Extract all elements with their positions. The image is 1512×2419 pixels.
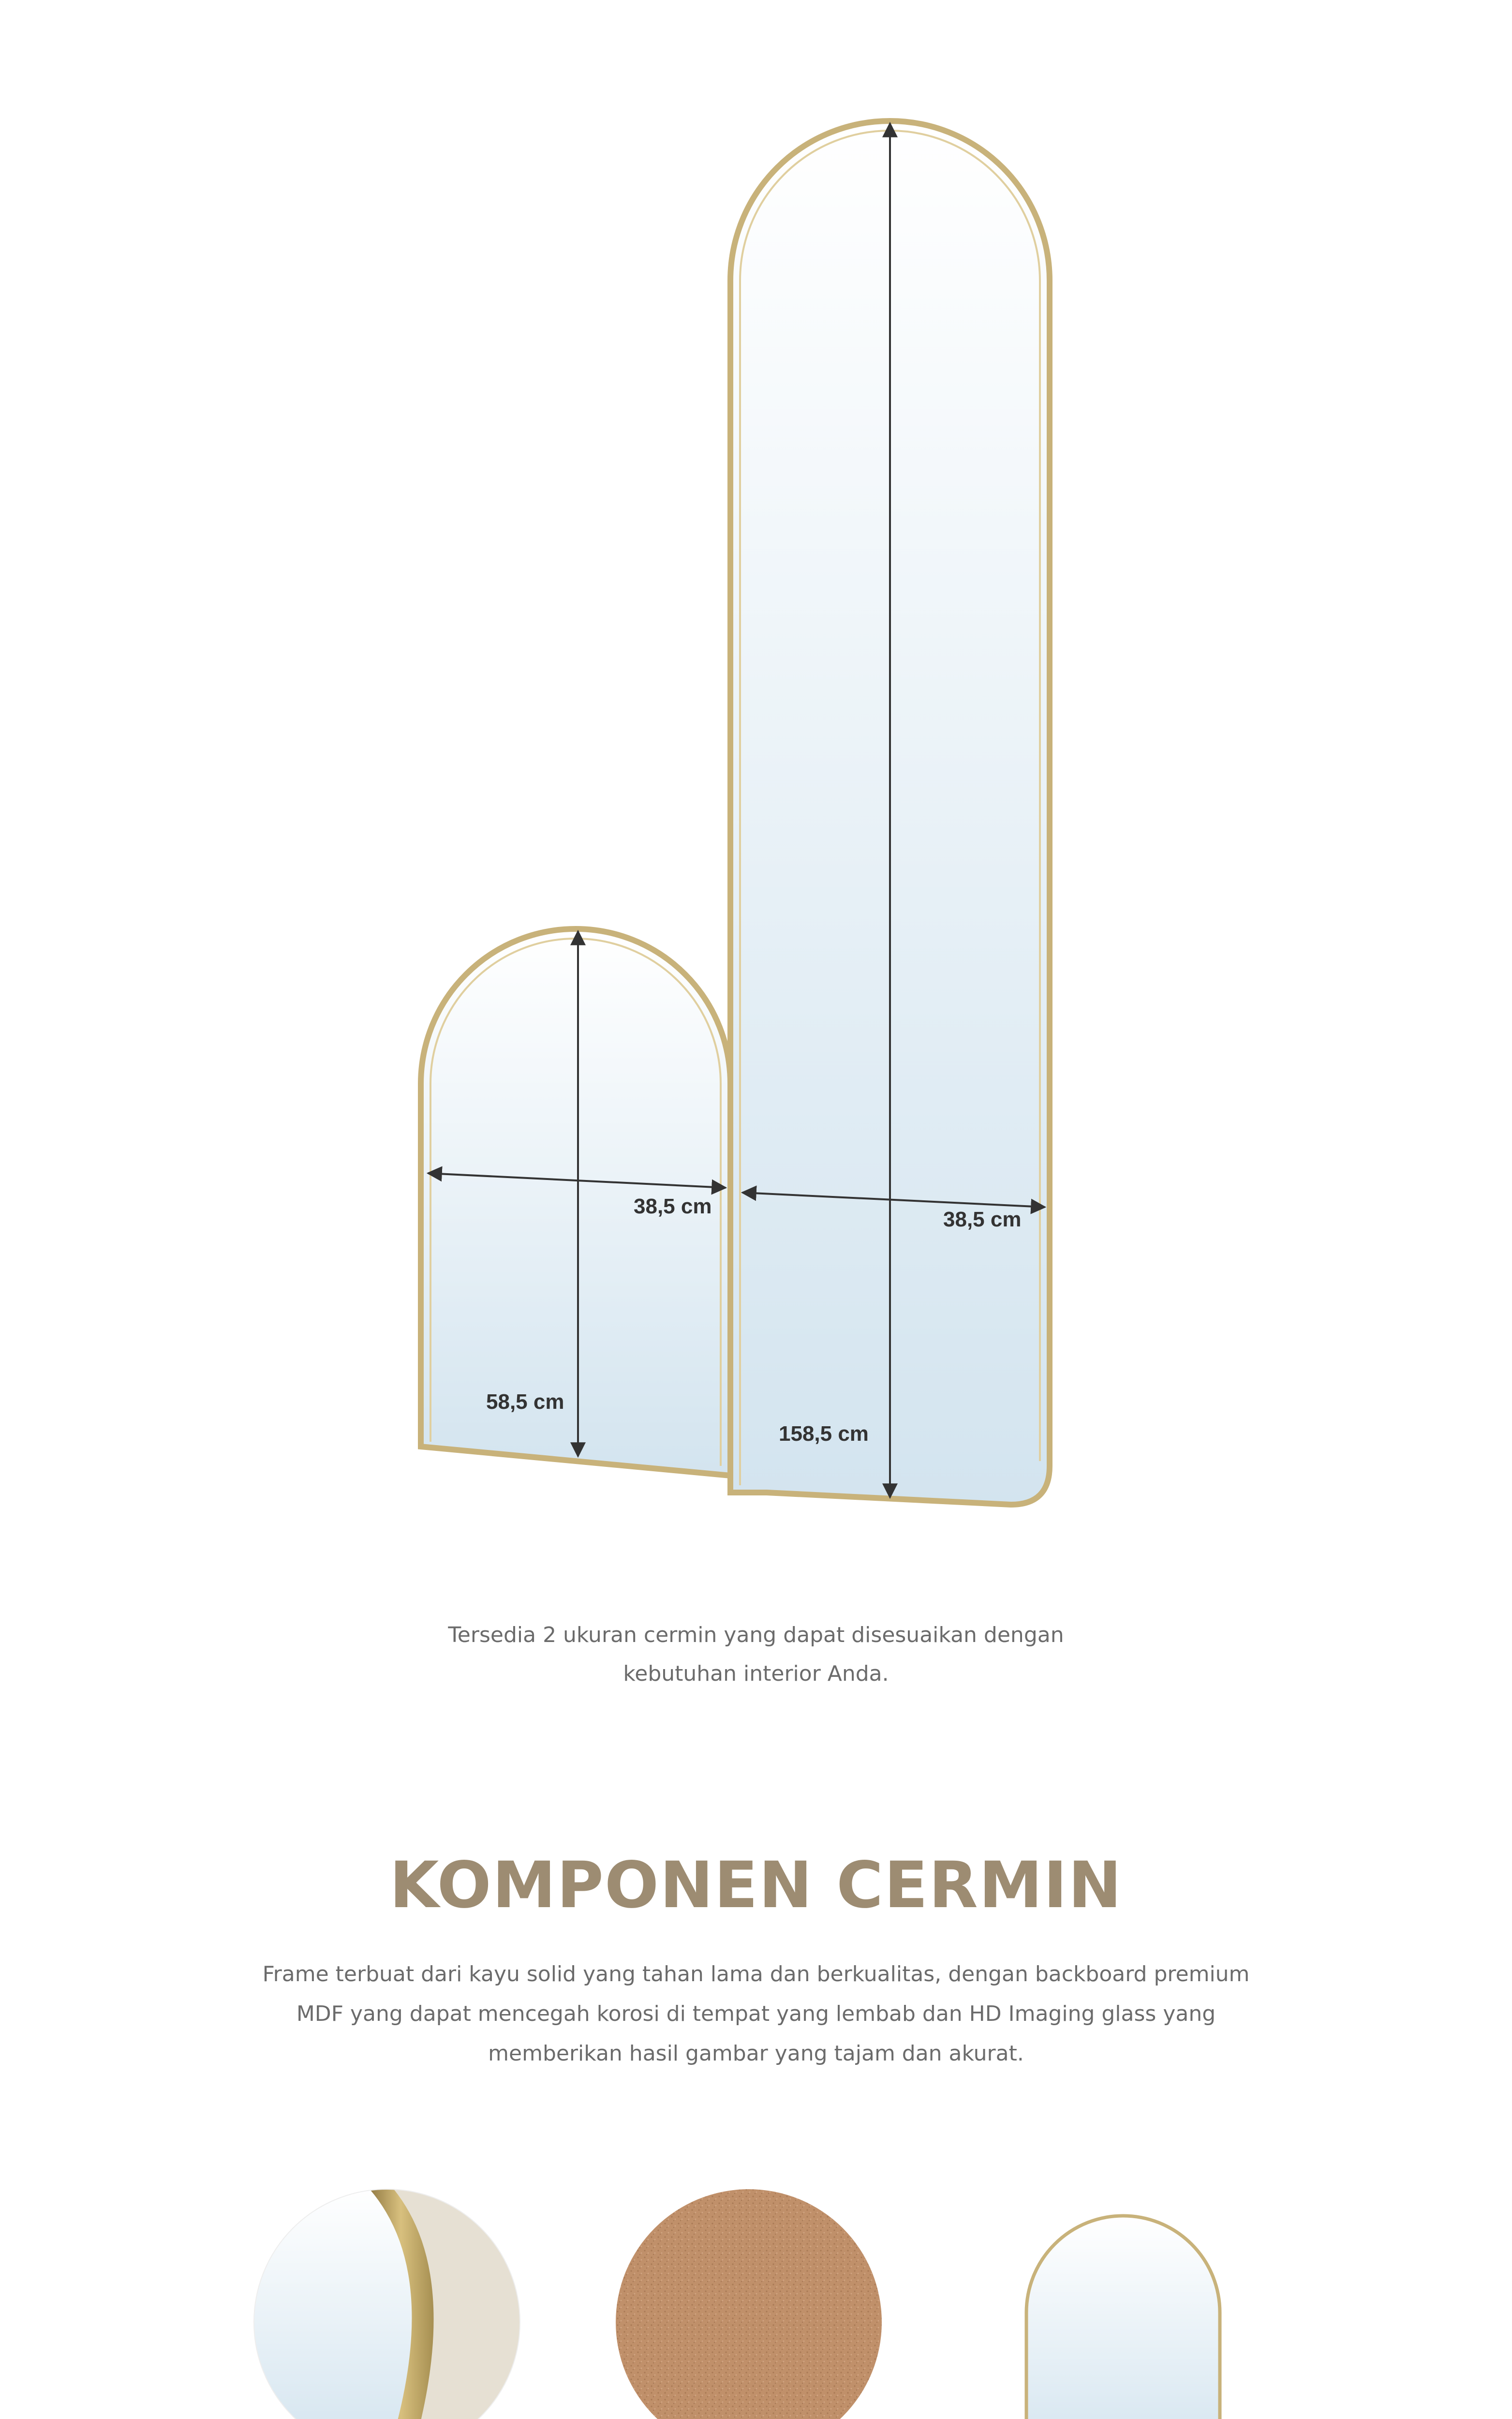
large-height-label: 158,5 cm: [779, 1422, 869, 1446]
description-line1: Frame terbuat dari kayu solid yang tahan lama dan berkualitas, dengan backboard premium: [262, 1962, 1250, 1986]
small-width-label: 38,5 cm: [634, 1195, 712, 1218]
components-title: KOMPONEN CERMIN: [389, 1848, 1123, 1923]
description-line2: MDF yang dapat mencegah korosi di tempat yang lembab dan HD Imaging glass yang: [296, 2001, 1216, 2026]
sizes-caption: [290, 1616, 1222, 1693]
components-description: [232, 1955, 1280, 2074]
sizes-caption-line2: kebutuhan interior Anda.: [623, 1661, 889, 1686]
wood-frame-thumbnail: [252, 2187, 522, 2419]
hd-glass-thumbnail: [1026, 2216, 1220, 2419]
mdf-backboard-thumbnail: [614, 2187, 885, 2419]
large-width-label: 38,5 cm: [943, 1208, 1022, 1231]
sizes-caption-line1: Tersedia 2 ukuran cermin yang dapat disesuaikan dengan: [448, 1623, 1064, 1647]
small-height-label: 58,5 cm: [486, 1390, 564, 1414]
component-thumbnails: [0, 2153, 1512, 2419]
description-line3: memberikan hasil gambar yang tajam dan akurat.: [488, 2041, 1024, 2066]
